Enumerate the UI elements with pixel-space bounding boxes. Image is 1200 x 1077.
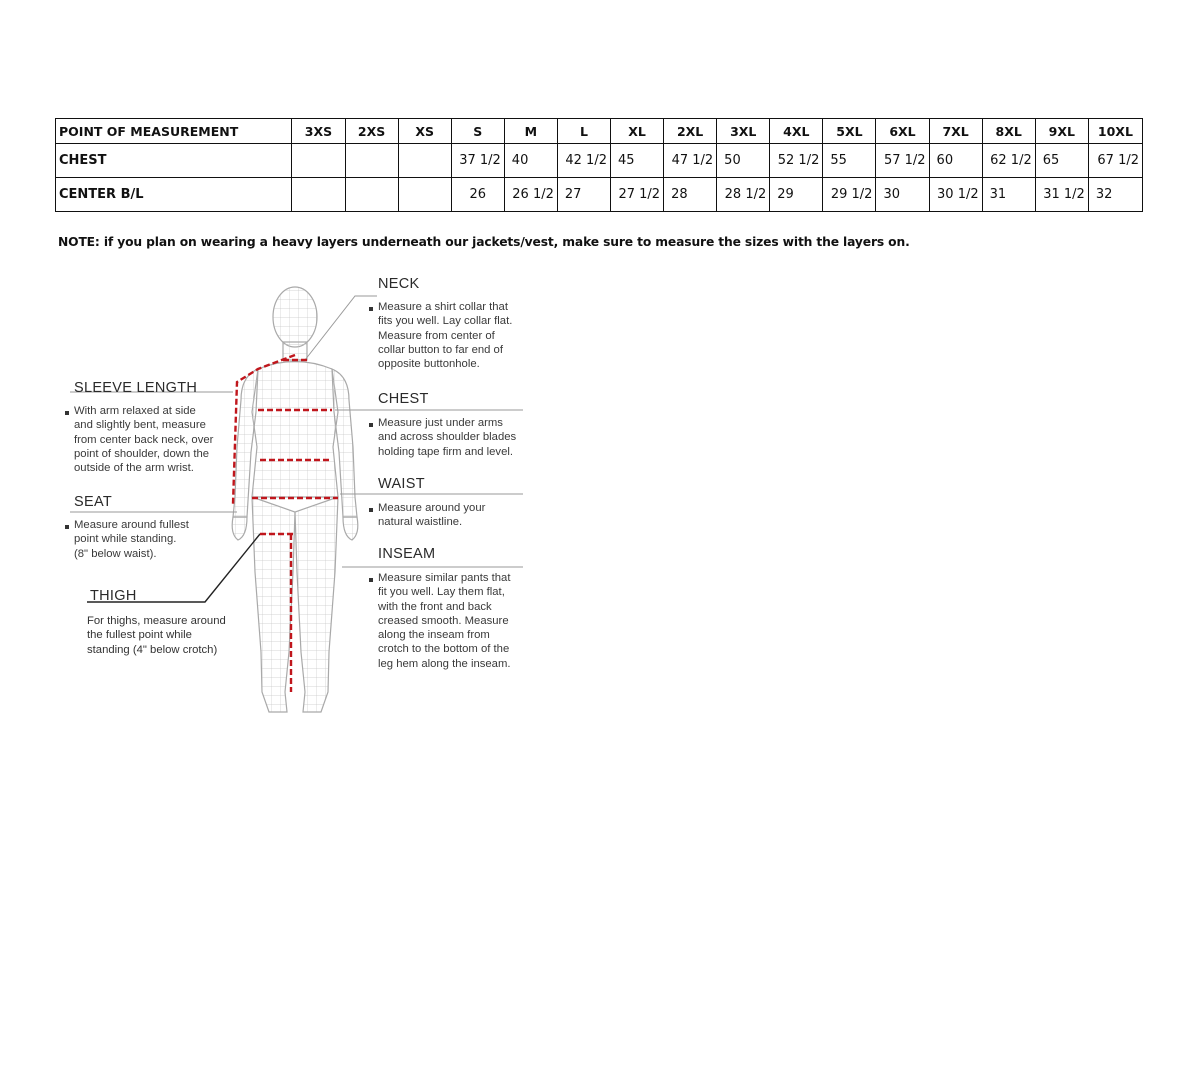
table-row-center-bl [56,178,1143,212]
table-cell: 30 [876,178,929,212]
header-size: 3XS [292,119,345,144]
table-cell [398,178,451,212]
header-size: 5XL [823,119,876,144]
table-cell [345,144,398,178]
table-cell: 30 1/2 [929,178,982,212]
layering-note: NOTE: if you plan on wearing a heavy layers underneath our jackets/vest, make sure to measure the sizes with the layers on. [58,235,910,249]
header-size: M [504,119,557,144]
table-cell: 55 [823,144,876,178]
bullet-icon [369,423,373,427]
bullet-icon [65,411,69,415]
table-cell [292,144,345,178]
chest-description: Measure just under arms and across shoulder blades holding tape firm and level. [378,417,517,458]
table-cell: 67 1/2 [1088,144,1142,178]
measurement-guide [55,272,535,722]
bullet-icon [369,508,373,512]
seat-description: Measure around fullest point while standing. (8" below waist). [74,519,189,560]
table-cell: 42 1/2 [557,144,610,178]
inseam-description: Measure similar pants that fit you well. Lay them flat, with the front and back creased smooth. Measure along the inseam from crotch to the bottom of the leg hem along the inseam. [378,572,511,670]
table-cell [292,178,345,212]
header-size: XS [398,119,451,144]
header-size: 10XL [1088,119,1142,144]
chest-heading: CHEST [378,391,429,407]
table-cell: 26 1/2 [504,178,557,212]
thigh-heading: THIGH [90,588,137,604]
neck-heading: NECK [378,276,420,292]
header-size: XL [610,119,663,144]
table-cell: 65 [1035,144,1088,178]
header-size: 8XL [982,119,1035,144]
waist-description: Measure around your natural waistline. [378,502,486,529]
table-cell: 28 1/2 [717,178,770,212]
bullet-icon [369,578,373,582]
mannequin-figure [232,287,358,712]
table-cell: 50 [717,144,770,178]
bullet-icon [65,525,69,529]
table-cell: 29 [770,178,823,212]
header-size: 4XL [770,119,823,144]
table-cell: 31 [982,178,1035,212]
table-row-chest [56,144,1143,178]
table-cell: 29 1/2 [823,178,876,212]
sleeve-length-heading: SLEEVE LENGTH [74,380,198,396]
header-size: 6XL [876,119,929,144]
table-cell [345,178,398,212]
header-size: S [451,119,504,144]
table-cell: 47 1/2 [664,144,717,178]
table-cell: 31 1/2 [1035,178,1088,212]
table-cell: 32 [1088,178,1142,212]
table-cell: 57 1/2 [876,144,929,178]
bullet-icon [369,307,373,311]
table-cell: 28 [664,178,717,212]
table-cell [398,144,451,178]
table-cell: 27 1/2 [610,178,663,212]
header-size: 7XL [929,119,982,144]
sleeve-length-description: With arm relaxed at side and slightly bent, measure from center back neck, over point of shoulder, down the outside of the arm wrist. [74,405,214,475]
thigh-description: For thighs, measure around the fullest point while standing (4" below crotch) [87,615,226,656]
table-cell: 62 1/2 [982,144,1035,178]
table-header-row [56,119,1143,144]
table-cell: 45 [610,144,663,178]
table-cell: 37 1/2 [451,144,504,178]
size-chart-table [55,118,1143,212]
table-cell: 60 [929,144,982,178]
row-label-chest: CHEST [56,144,292,178]
header-size: 3XL [717,119,770,144]
header-size: L [557,119,610,144]
table-cell: 26 [451,178,504,212]
neck-description: Measure a shirt collar that fits you well. Lay collar flat. Measure from center of collar button to far end of opposite buttonhole. [378,301,513,371]
header-size: 2XS [345,119,398,144]
inseam-heading: INSEAM [378,546,436,562]
header-size: 2XL [664,119,717,144]
header-point-of-measurement: POINT OF MEASUREMENT [56,119,292,144]
table-cell: 40 [504,144,557,178]
waist-heading: WAIST [378,476,425,492]
header-size: 9XL [1035,119,1088,144]
row-label-center-bl: CENTER B/L [56,178,292,212]
seat-heading: SEAT [74,494,112,510]
table-cell: 52 1/2 [770,144,823,178]
table-cell: 27 [557,178,610,212]
